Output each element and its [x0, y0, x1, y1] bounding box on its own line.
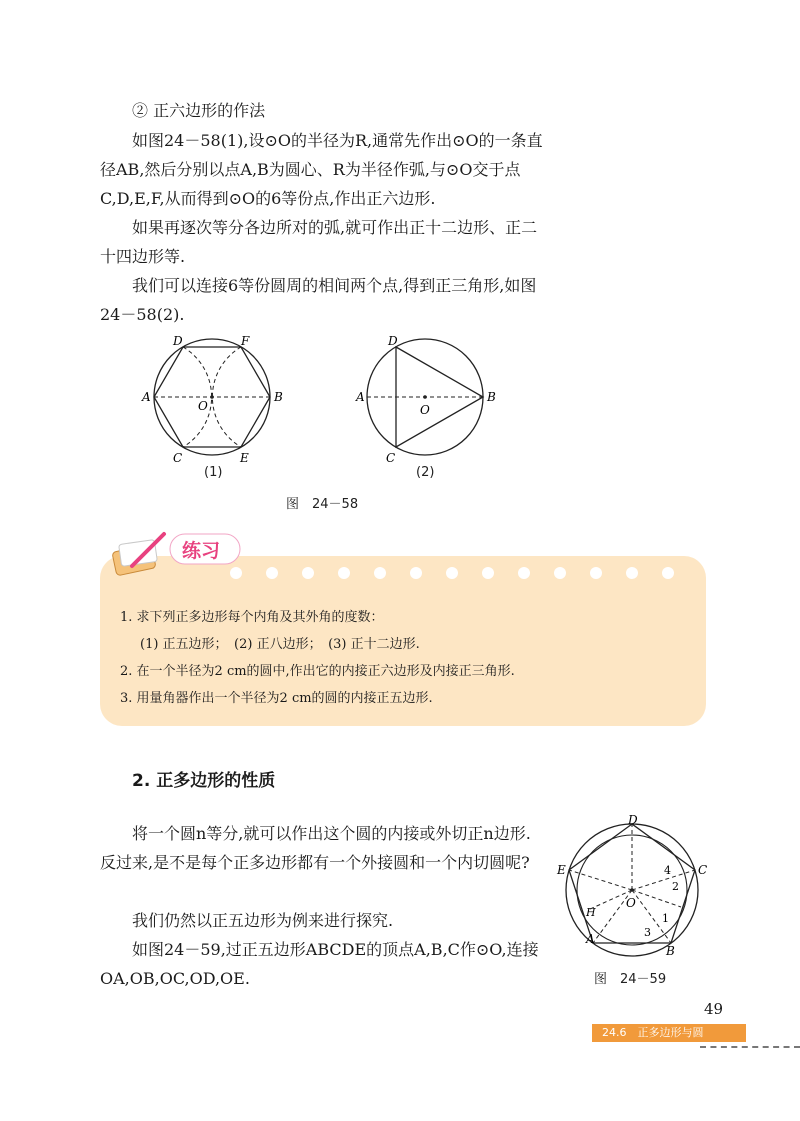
figure-24-58-1: [140, 330, 290, 480]
figure-24-59-caption: 图 24－59: [594, 972, 667, 987]
label-D: D: [173, 334, 183, 348]
label-C: C: [698, 863, 708, 877]
chapter-footer: 24.6 正多边形与圆: [592, 1024, 746, 1042]
paragraph-2: 如果再逐次等分各边所对的弧,就可作出正十二边形、正二十四边形等.: [100, 218, 538, 266]
label-O: O: [420, 403, 430, 417]
label-E: E: [557, 863, 566, 877]
section-2-paragraph-3: 如图24－59,过正五边形ABCDE的顶点A,B,C作⊙O,连接OA,OB,OC,OD,OE.: [100, 940, 539, 988]
label-C: C: [173, 451, 183, 465]
angle-4: 4: [664, 864, 671, 877]
label-O: O: [626, 896, 636, 910]
angle-1: 1: [662, 912, 669, 925]
label-A: A: [142, 390, 151, 404]
label-C: C: [386, 451, 396, 465]
figure-58-sub2-label: (2): [416, 465, 435, 480]
figure-24-58-caption: 图 24－58: [286, 497, 359, 512]
paragraph-3: 我们可以连接6等份圆周的相间两个点,得到正三角形,如图24－58(2).: [100, 276, 537, 324]
section-2-title: 2. 正多边形的性质: [132, 771, 276, 791]
label-E: E: [240, 451, 249, 465]
label-D: D: [628, 813, 638, 827]
section-2-paragraph-2: 我们仍然以正五边形为例来进行探究.: [132, 911, 394, 930]
page-number: 49: [704, 1000, 724, 1018]
label-O: O: [198, 399, 208, 413]
paragraph-1: 如图24－58(1),设⊙O的半径为R,通常先作出⊙O的一条直径AB,然后分别以点A,B为圆心、R为半径作弧,与⊙O交于点C,D,E,F,从而得到⊙O的6等份点,作出正六边形.: [100, 131, 543, 208]
section-heading: ② 正六边形的作法: [132, 101, 266, 120]
practice-item-1-sub: (1) 正五边形； (2) 正八边形； (3) 正十二边形.: [140, 637, 420, 652]
footer-dots: [700, 1046, 800, 1048]
label-B: B: [666, 944, 675, 958]
angle-2: 2: [672, 880, 679, 893]
practice-item-1: 1. 求下列正多边形每个内角及其外角的度数：: [120, 610, 384, 625]
section-2-paragraph-1: 将一个圆n等分,就可以作出这个圆的内接或外切正n边形. 反过来,是不是每个正多边形都有一个外接圆和一个内切圆呢?: [100, 824, 531, 872]
figure-24-59: [552, 812, 712, 962]
label-H: H: [586, 906, 596, 919]
figure-24-58-2: [354, 330, 504, 480]
practice-item-3: 3. 用量角器作出一个半径为2 cm的圆的内接正五边形.: [120, 691, 433, 706]
label-B: B: [274, 390, 283, 404]
practice-list: [120, 604, 690, 712]
label-D: D: [388, 334, 398, 348]
label-A: A: [356, 390, 365, 404]
label-A: A: [586, 932, 595, 946]
practice-title: 练习: [182, 540, 221, 562]
practice-item-2: 2. 在一个半径为2 cm的圆中,作出它的内接正六边形及内接正三角形.: [120, 664, 515, 679]
label-B: B: [487, 390, 496, 404]
practice-logo: [110, 528, 250, 578]
angle-3: 3: [644, 926, 651, 939]
figure-58-sub1-label: (1): [204, 465, 223, 480]
label-F: F: [241, 334, 250, 348]
